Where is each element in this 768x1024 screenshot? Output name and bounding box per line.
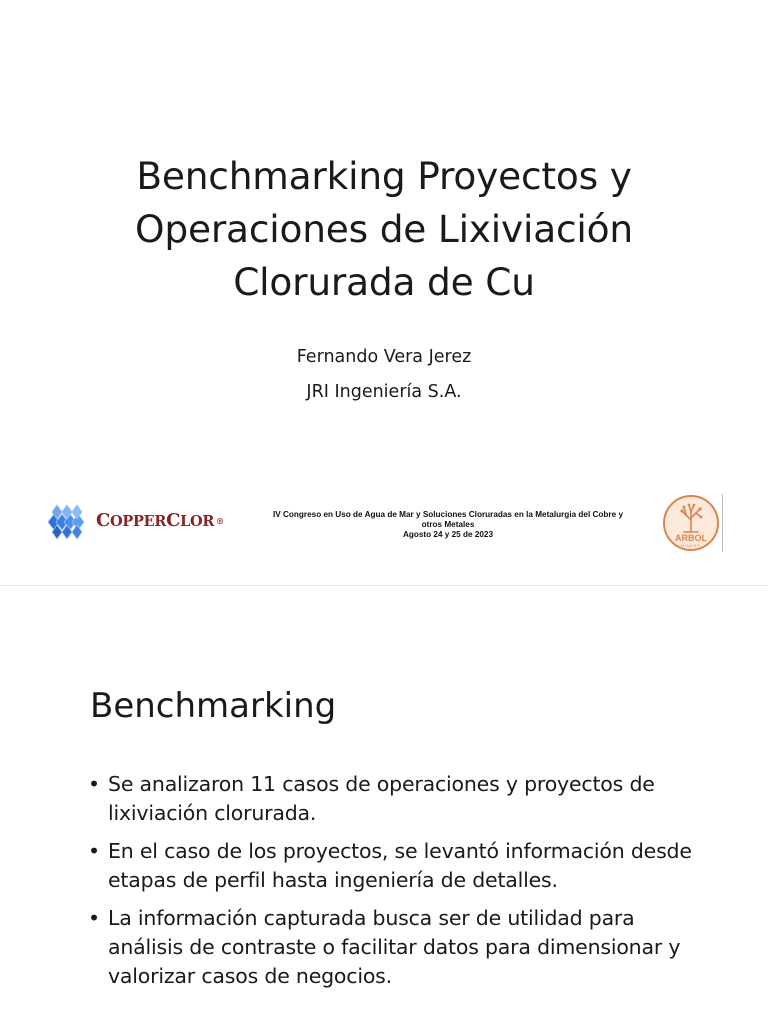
title-line-3: Clorurada de Cu bbox=[233, 260, 535, 304]
congress-line-2: otros Metales bbox=[421, 520, 475, 529]
bullet-marker: • bbox=[88, 772, 100, 796]
bullet-text: Se analizaron 11 casos de operaciones y proyectos de lixiviación clorurada. bbox=[108, 772, 655, 825]
copperclor-logo bbox=[42, 502, 228, 542]
copperclor-diamonds-icon bbox=[42, 502, 90, 542]
slide-heading: Benchmarking bbox=[90, 686, 337, 726]
author-block bbox=[0, 340, 768, 410]
bullet-text: La información capturada busca ser de utilidad para análisis de contraste o facilitar datos para dimensionar y valorizar casos de negocios. bbox=[108, 906, 681, 988]
conference-banner bbox=[40, 492, 724, 556]
list-item bbox=[88, 904, 708, 991]
bullet-marker: • bbox=[88, 906, 100, 930]
author-organization: JRI Ingeniería S.A. bbox=[306, 382, 462, 402]
bullet-text: En el caso de los proyectos, se levantó información desde etapas de perfil hasta ingeniería de detalles. bbox=[108, 839, 692, 892]
title-line-2: Operaciones de Lixiviación bbox=[135, 207, 633, 251]
title-line-1: Benchmarking Proyectos y bbox=[136, 154, 632, 198]
author-name: Fernando Vera Jerez bbox=[296, 347, 472, 367]
bullet-list bbox=[88, 770, 708, 1000]
arbol-text: ARBOL bbox=[675, 533, 707, 543]
congress-caption bbox=[238, 510, 658, 540]
presentation-title bbox=[40, 150, 728, 309]
list-item bbox=[88, 770, 708, 828]
congress-line-1: IV Congreso en Uso de Agua de Mar y Soluciones Cloruradas en la Metalurgia del Cobre y bbox=[272, 510, 624, 519]
banner-divider bbox=[722, 494, 723, 552]
list-item bbox=[88, 837, 708, 895]
bullet-marker: • bbox=[88, 839, 100, 863]
slide-separator bbox=[0, 585, 768, 586]
minero-text: MINERO bbox=[681, 544, 701, 548]
copperclor-wordmark: COPPERCLOR ® bbox=[96, 510, 224, 531]
congress-date: Agosto 24 y 25 de 2023 bbox=[402, 530, 494, 539]
arbol-minero-logo bbox=[662, 494, 720, 552]
